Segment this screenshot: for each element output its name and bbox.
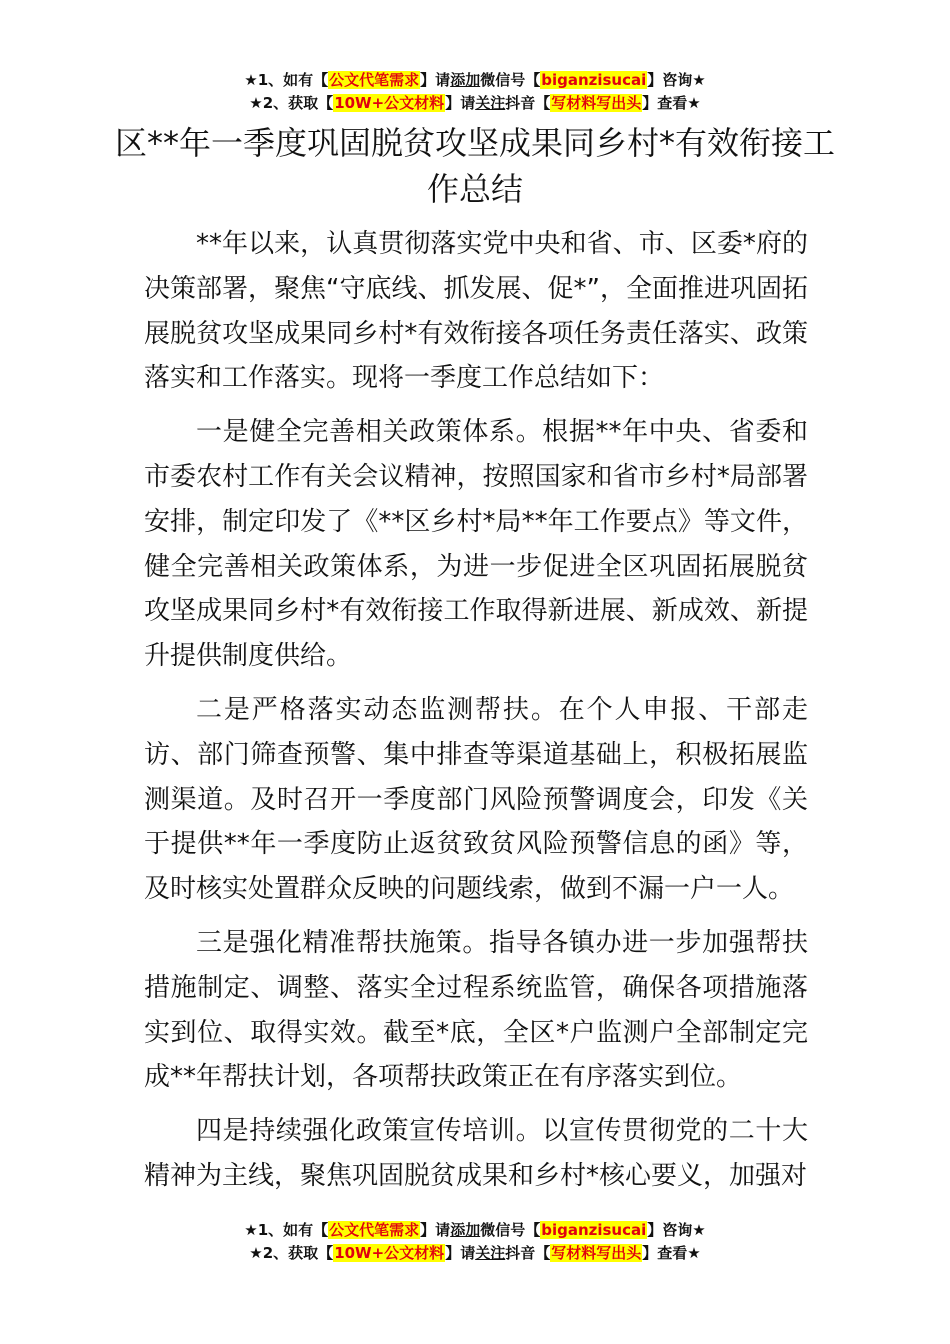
paragraph: 二是严格落实动态监测帮扶。在个人申报、干部走访、部门筛查预警、集中排查等渠道基础上，积极拓展监测渠道。及时召开一季度部门风险预警调度会，印发《关于提供**年一季度防止返贫致贫风险预警信息的函》等，及时核实处置群众反映的问题线索，做到不漏一户一人。 — [144, 694, 808, 905]
paragraph: **年以来，认真贯彻落实党中央和省、市、区委*府的决策部署，聚焦“守底线、抓发展、促*”，全面推进巩固拓展脱贫攻坚成果同乡村*有效衔接各项任务责任落实、政策落实和工作落实。现将一季度工作总结如下： — [144, 229, 808, 394]
promo-highlight: biganzisucai — [541, 71, 647, 89]
paragraph: 三是强化精准帮扶施策。指导各镇办进一步加强帮扶措施制定、调整、落实全过程系统监管，确保各项措施落实到位、取得实效。截至*底，全区*户监测户全部制定完成**年帮扶计划，各项帮扶政策正在有序落实到位。 — [144, 927, 808, 1093]
promo-highlight: 10W+公文材料 — [334, 1244, 445, 1262]
paragraph: 一是健全完善相关政策体系。根据**年中央、省委和市委农村工作有关会议精神，按照国家和省市乡村*局部署安排，制定印发了《**区乡村*局**年工作要点》等文件，健全完善相关政策体系，为进一步促进全区巩固拓展脱贫攻坚成果同乡村*有效衔接工作取得新进展、新成效、新提升提供制度供给。 — [144, 417, 808, 672]
promo-banner-top — [0, 69, 950, 115]
promo-line-2: ★2、获取【10W+公文材料】请关注抖音【写材料写出头】查看★ — [249, 94, 701, 112]
promo-highlight: biganzisucai — [541, 1221, 647, 1239]
paragraph: 四是持续强化政策宣传培训。以宣传贯彻党的二十大精神为主线，聚焦巩固脱贫成果和乡村*核心要义，加强对 — [144, 1116, 808, 1191]
promo-highlight: 写材料写出头 — [551, 94, 642, 112]
document-title: 区**年一季度巩固脱贫攻坚成果同乡村*有效衔接工作总结 — [114, 124, 835, 208]
promo-line-1: ★1、如有【公文代笔需求】请添加微信号【biganzisucai】咨询★ — [244, 71, 706, 89]
document-body — [144, 222, 808, 1208]
promo-banner-bottom — [0, 1219, 950, 1265]
promo-highlight: 公文代笔需求 — [329, 1221, 420, 1239]
promo-line-2: ★2、获取【10W+公文材料】请关注抖音【写材料写出头】查看★ — [249, 1244, 701, 1262]
promo-line-1: ★1、如有【公文代笔需求】请添加微信号【biganzisucai】咨询★ — [244, 1221, 706, 1239]
promo-highlight: 10W+公文材料 — [334, 94, 445, 112]
promo-highlight: 写材料写出头 — [551, 1244, 642, 1262]
promo-highlight: 公文代笔需求 — [329, 71, 420, 89]
